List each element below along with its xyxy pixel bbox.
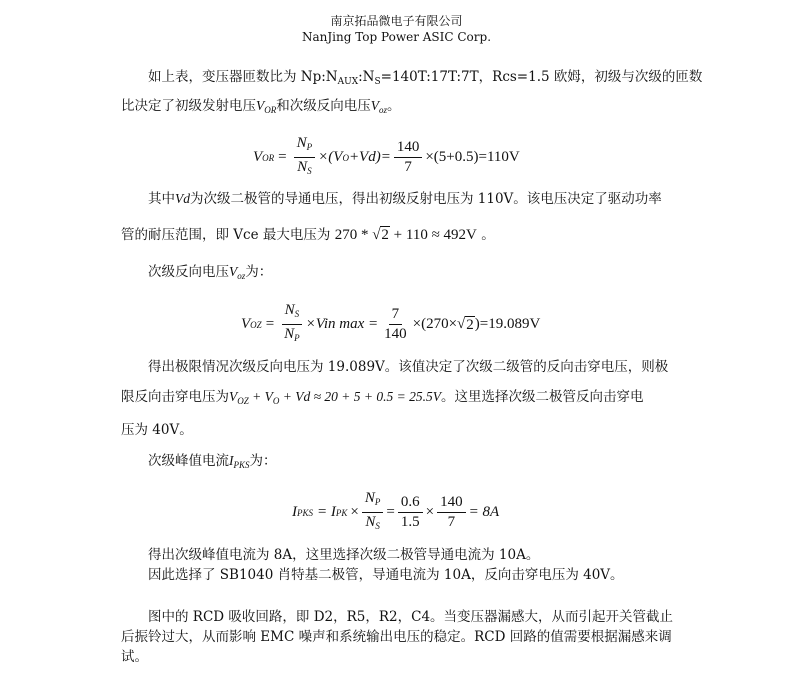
paragraph-voz-result-line2: 限反向击穿电压为$V_{OZ} + V_O + Vd \approx 20 + 5 + 0.5 = 25.5V$。这里选择次级二极管反向击穿电 <box>121 389 644 406</box>
paragraph-ipks-heading: 次级峰值电流$I_{PKS}$为： <box>148 453 277 470</box>
paragraph-ipks-result: 得出次级峰值电流为 8A，这里选择次级二极管导通电流为 10A。 <box>148 547 540 563</box>
fraction-140-7-2: $\frac{140}{7}$ <box>437 494 466 531</box>
paragraph-vd: 其中Vd为次级二极管的导通电压，得出初级反射电压为 110V。该电压决定了驱动功率 <box>148 191 662 207</box>
fraction-ns-np: $\frac{N_S}{N_P}$ <box>281 302 303 347</box>
equation-vor: V OR = $\frac{N_P}{N_S}$ ×(V O +Vd)= $\frac{140}{7}$ ×(5+0.5)=110V <box>253 135 520 180</box>
fraction-np-ns-2: $\frac{N_P}{N_S}$ <box>362 490 384 535</box>
paragraph-rcd: 图中的 RCD 吸收回路，即 D2，R5，R2，C4。当变压器漏感大，从而引起开关管截止 <box>148 609 674 625</box>
paragraph-voz-heading: 次级反向电压$V_{oz}$为： <box>148 264 273 281</box>
paragraph-vd-line2: 管的耐压范围，即 Vce 最大电压为 270 * √2 + 110 ≈ 492V 。 <box>121 227 495 243</box>
fraction-np-ns: $\frac{N_P}{N_S}$ <box>294 135 316 180</box>
paragraph-turns-ratio-line2: 比决定了初级发射电压$V_{OR}$和次级反向电压$V_{oz}$。 <box>121 98 401 115</box>
paragraph-voz-result: 得出极限情况次级反向电压为 19.089V。该值决定了次级二级管的反向击穿电压，则极 <box>148 359 669 375</box>
company-name-en: NanJing Top Power ASIC Corp. <box>301 30 492 44</box>
paragraph-turns-ratio: 如上表，变压器匝数比为 $Np:N_{AUX}:N_S=140T:17T:7T$，Rcs=1.5 欧姆，初级与次级的匝数 <box>148 69 703 87</box>
paragraph-diode-choice: 因此选择了 SB1040 肖特基二极管，导通电流为 10A，反向击穿电压为 40V。 <box>148 567 624 583</box>
company-name-cn: 南京拓品微电子有限公司 <box>330 14 463 28</box>
paragraph-rcd-line3: 试。 <box>121 649 148 665</box>
fraction-7-140: $\frac{7}{140}$ <box>384 306 407 342</box>
paragraph-rcd-line2: 后振铃过大，从而影响 EMC 噪声和系统输出电压的稳定。RCD 回路的值需要根据漏感来调 <box>121 629 672 645</box>
equation-voz: V OZ = $\frac{N_S}{N_P}$ ×Vin max = $\frac{7}{140}$ ×(270× √ 2 )=19.089V <box>241 302 540 347</box>
equation-ipks: I PKS = I PK × $\frac{N_P}{N_S}$ = $\frac{0.6}{1.5}$ × $\frac{140}{7}$ = 8A <box>292 490 499 535</box>
fraction-0.6-1.5: $\frac{0.6}{1.5}$ <box>398 494 423 531</box>
fraction-140-7: $\frac{140}{7}$ <box>394 139 423 176</box>
paragraph-voz-result-line3: 压为 40V。 <box>121 422 193 438</box>
